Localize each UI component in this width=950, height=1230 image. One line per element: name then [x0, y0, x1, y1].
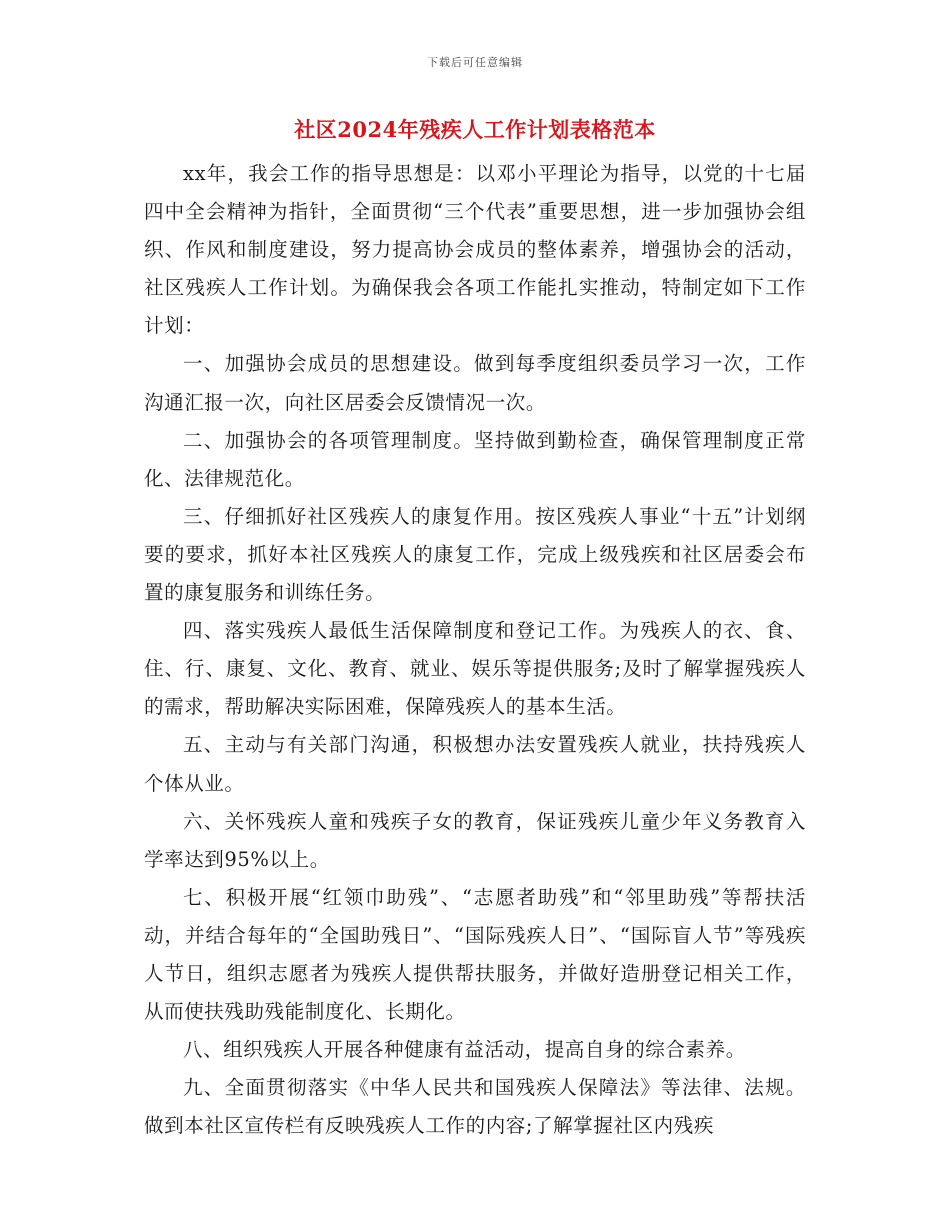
paragraph-item-1: 一、加强协会成员的思想建设。做到每季度组织委员学习一次，工作沟通汇报一次，向社区居委会反馈情况一次。: [144, 352, 806, 414]
document-body: [144, 155, 806, 1145]
paragraph-item-6: 六、关怀残疾人童和残疾子女的教育，保证残疾儿童少年义务教育入学率达到95%以上。: [144, 809, 806, 871]
paragraph-item-9: 九、全面贯彻落实《中华人民共和国残疾人保障法》等法律、法规。做到本社区宣传栏有反映残疾人工作的内容;了解掌握社区内残疾: [144, 1076, 806, 1138]
paragraph-item-3: 三、仔细抓好社区残疾人的康复作用。按区残疾人事业“十五”计划纲要的要求，抓好本社区残疾人的康复工作，完成上级残疾和社区居委会布置的康复服务和训练任务。: [144, 504, 806, 605]
document-title: 社区2024年残疾人工作计划表格范本: [294, 117, 656, 142]
paragraph-intro: xx年，我会工作的指导思想是：以邓小平理论为指导，以党的十七届四中全会精神为指针，全面贯彻“三个代表”重要思想，进一步加强协会组织、作风和制度建设，努力提高协会成员的整体素养，增强协会的活动，社区残疾人工作计划。为确保我会各项工作能扎实推动，特制定如下工作计划：: [144, 162, 806, 338]
paragraph-item-8: 八、组织残疾人开展各种健康有益活动，提高自身的综合素养。: [183, 1038, 746, 1062]
paragraph-item-7: 七、积极开展“红领巾助残”、“志愿者助残”和“邻里助残”等帮扶活动，并结合每年的“全国助残日”、“国际残疾人日”、“国际盲人节”等残疾人节日，组织志愿者为残疾人提供帮扶服务，并做好造册登记相关工作，从而使扶残助残能制度化、长期化。: [144, 885, 806, 1024]
header-note: 下载后可任意编辑: [427, 56, 523, 69]
paragraph-item-5: 五、主动与有关部门沟通，积极想办法安置残疾人就业，扶持残疾人个体从业。: [144, 733, 806, 795]
paragraph-item-2: 二、加强协会的各项管理制度。坚持做到勤检查，确保管理制度正常化、法律规范化。: [144, 428, 806, 490]
paragraph-item-4: 四、落实残疾人最低生活保障制度和登记工作。为残疾人的衣、食、住、行、康复、文化、教育、就业、娱乐等提供服务;及时了解掌握残疾人的需求，帮助解决实际困难，保障残疾人的基本生活。: [144, 619, 806, 719]
